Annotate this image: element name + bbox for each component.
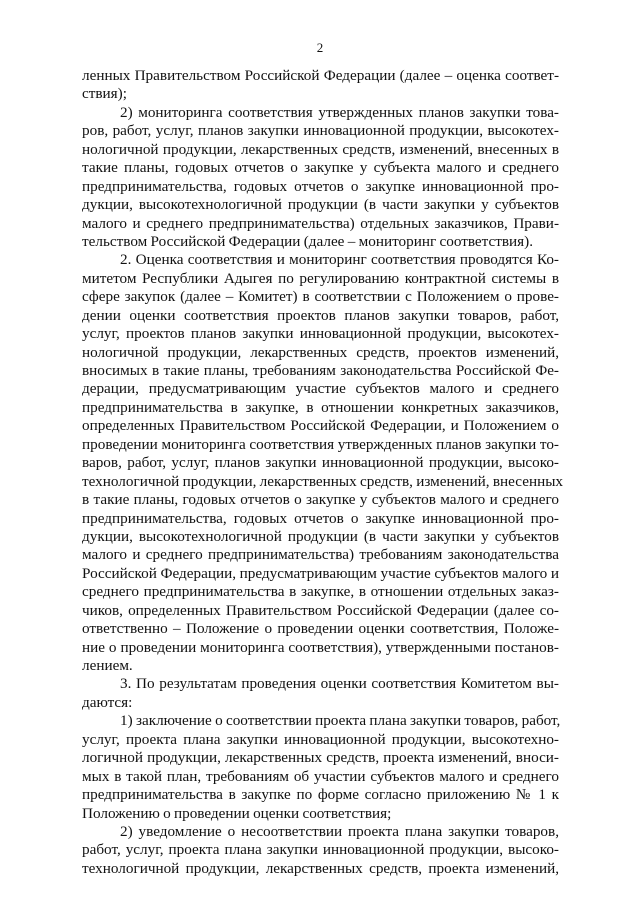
text-line: предпринимательства, годовых отчетов о закупке инновационной про-: [82, 509, 559, 527]
text-line: малого и среднего предпринимательства) отдельных заказчиков, Прави-: [82, 214, 559, 232]
text-line: чиков, определенных Правительством Российской Федерации (далее со-: [82, 601, 559, 619]
text-line: тельством Российской Федерации (далее – мониторинг соответствия).: [82, 232, 534, 250]
text-line: ров, работ, услуг, планов закупки инновационной продукции, высокотех-: [82, 122, 559, 140]
text-line: ствия);: [82, 85, 127, 103]
text-line: Российской Федерации, предусматривающим участие субъектов малого и: [82, 564, 559, 582]
text-line: 3. По результатам проведения оценки соответствия Комитетом вы-: [120, 675, 559, 693]
text-line: технологичной продукции, лекарственных средств, изменений, внесенных: [82, 472, 564, 490]
text-line: варов, работ, услуг, планов закупки инновационной продукции, высоко-: [82, 454, 559, 472]
text-line: дукции, высокотехнологичной продукции (в части закупки у субъектов: [82, 527, 559, 545]
document-body: [82, 67, 564, 878]
text-line: вносимых в такие планы, требованиям законодательства Российской Фе-: [82, 362, 559, 379]
text-line: ние о проведении мониторинга соответствия), утвержденными постанов-: [82, 638, 559, 656]
text-line: услуг, проектов планов закупки инновационной продукции, высокотех-: [82, 325, 559, 343]
text-line: 2) мониторинга соответствия утвержденных планов закупки това-: [120, 103, 559, 121]
text-line: митетом Республики Адыгея по регулированию контрактной системы в: [82, 269, 559, 287]
text-line: предпринимательства, годовых отчетов о закупке инновационной про-: [82, 177, 559, 195]
text-line: такие планы, годовых отчетов о закупке у субъекта малого и среднего: [82, 159, 559, 177]
text-line: ответственно – Положение о проведении оценки соответствия, Положе-: [82, 620, 559, 638]
text-line: услуг, проекта плана закупки инновационной продукции, высокотехно-: [82, 730, 559, 748]
text-line: 2) уведомление о несоответствии проекта плана закупки товаров,: [120, 822, 559, 840]
text-line: предпринимательства в закупке по форме согласно приложению № 1 к: [82, 786, 559, 804]
text-line: 2. Оценка соответствия и мониторинг соответствия проводятся Ко-: [120, 251, 559, 269]
text-line: определенных Правительством Российской Федерации, и Положением о: [82, 417, 559, 435]
text-line: логичной продукции, лекарственных средств, проекта изменений, вноси-: [82, 749, 559, 767]
text-line: дерации, предусматривающим участие субъектов малого и среднего: [82, 380, 559, 398]
text-line: малого и среднего предпринимательства) требованиям законодательства: [82, 546, 559, 564]
text-line: Положению о проведении оценки соответствия;: [82, 804, 392, 822]
text-line: ленных Правительством Российской Федерации (далее – оценка соответ-: [82, 67, 559, 84]
text-line: даются:: [82, 693, 133, 711]
text-line: проведении мониторинга соответствия утвержденных планов закупки то-: [82, 435, 559, 453]
text-line: нологичной продукции, лекарственных средств, изменений, внесенных в: [82, 140, 559, 158]
text-line: в такие планы, годовых отчетов о закупке у субъектов малого и среднего: [82, 491, 559, 509]
text-line: работ, услуг, проекта плана закупки инновационной продукции, высоко-: [82, 841, 559, 859]
text-line: лением.: [82, 657, 133, 674]
text-line: технологичной продукции, лекарственных средств, проекта изменений,: [82, 859, 559, 877]
text-line: мых в такой план, требованиям об участии субъектов малого и среднего: [82, 767, 559, 785]
text-line: сфере закупок (далее – Комитет) в соответствии с Положением о прове-: [82, 288, 559, 306]
text-line: дукции, высокотехнологичной продукции (в части закупки у субъектов: [82, 196, 559, 214]
text-line: 1) заключение о соответствии проекта плана закупки товаров, работ,: [120, 712, 561, 730]
page-number: 2: [316, 40, 324, 55]
text-line: дении оценки соответствия проектов планов закупки товаров, работ,: [82, 306, 559, 324]
text-line: нологичной продукции, лекарственных средств, проектов изменений,: [82, 343, 559, 361]
text-line: среднего предпринимательства в закупке, в отношении отдельных заказ-: [82, 583, 559, 601]
text-line: предпринимательства в закупке, в отношении конкретных заказчиков,: [82, 398, 559, 416]
